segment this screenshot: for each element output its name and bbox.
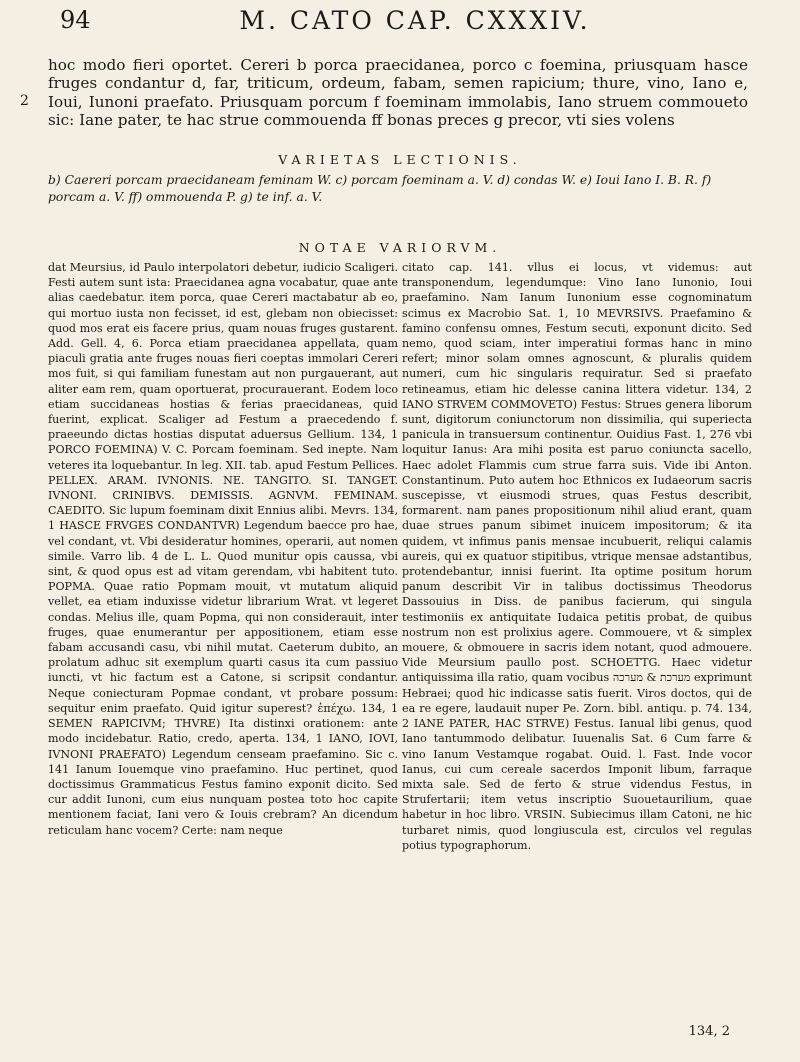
notes-column-left [48,260,398,838]
variae-lectionis: b) Caereri porcam praecidaneam feminam W. c) porcam foeminam a. V. d) condas W. e) Ioui Iano I. B. R. f) porcam a. V. ff) ommouenda P. g) te inf. a. V. [48,173,712,204]
notae-heading: NOTAE VARIORVM. [298,240,502,255]
catchword: 134, 2 [688,1024,730,1039]
notes-text-left: dat Meursius, id Paulo interpolatori debetur, iudicio Scaligeri. Festi autem sunt ista: Praecidanea agna vocabatur, quae ante alias caedebatur. item porca, quae Cereri mactabatur ab eo, qui mortuo iusta non fecisset, id est, glebam non obiecisset: quod mos erat eis facere prius, quam nouas fruges gustarent. Add. Gell. 4, 6. Porca etiam praecidanea appellata, quam piaculi gratia ante fruges nouas fieri coeptas immolari Cereri mos fuit, si qui familiam funestam aut non purgauerant, aut aliter eam rem, quam oportuerat, procurauerant. Eodem loco etiam succidaneas hostias & ferias praecidaneas, quid fuerint, explicat. Scaliger ad Festum a praecedendo f. praeeundo dictas hostias disputat aduersus Gellium. 134, 1 PORCO FOEMINA) V. C. Porcam foeminam. Sed inepte. Nam veteres ita loquebantur. In leg. XII. tab. apud Festum Pellices. PELLEX. ARAM. IVNONIS. NE. TANGITO. SI. TANGET. IVNONI. CRINIBVS. DEMISSIS. AGNVM. FEMINAM. CAEDITO. Sic lupum foeminam dixit Ennius alibi. Mevrs. 134, 1 HASCE FRVGES CONDANTVR) Legendum baecce pro hae, vel condant, vt. Vbi desideratur homines, operarii, aut nomen simile. Varro lib. 4 de L. L. Quod munitur opis caussa, vbi sint, & quod opus est ad vitam gerendam, vbi habitent tuto. POPMA. Quae ratio Popmam mouit, vt mutatum aliquid vellet, ea etiam induxisse videtur librarium Wrat. vt legeret condas. Melius ille, quam Popma, qui non considerauit, inter fruges, quae enumerantur per appositionem, etiam esse fabam accusandi casu, vbi nihil mutat. Caeterum dubito, an prolatum adhuc sit exemplum quarti casus ita cum passiuo iuncti, vt hic factum est a Catone, si scripsit condantur. Neque coniecturam Popmae condant, vt probare possum: sequitur enim praefato. Quid igitur superest? ἐπέχω. 134, 1 SEMEN RAPICIVM; THVRE) Ita distinxi orationem: ante modo incidebatur. Ratio, credo, aperta. 134, 1 IANO, IOVI, IVNONI PRAEFATO) Legendum censeam praefamino. Sic c. 141 Ianum Iouemque vino praefamino. Huc pertinet, quod doctissimus Grammaticus Festus famino exponit dicito. Sed cur addit Iunoni, cum eius nunquam postea toto hoc capite mentionem faciat, Iani vero & Iouis crebram? An dicendum reticulam hanc vocem? Certe: nam neque [48,261,398,837]
page-number: 94 [60,6,91,34]
margin-line-number: 2 [20,93,29,109]
notes-text-right: citato cap. 141. vllus ei locus, vt videmus: aut transponendum, legendumque: Vino Iano Iunonio, Ioui praefamino. Nam Ianum Iunonium esse cognominatum scimus ex Macrobio Sat. 1, 10 MEVRSIVS. Praefamino & famino confensu omnes, Festum secuti, exponunt dicito. Sed nemo, quod sciam, inter imperatiui formas hanc in mino refert; minor solam omnes agnoscunt, & pluralis quidem numeri, cum hic singularis requiratur. Sed si praefato retineamus, etiam hic delesse canina littera videtur. 134, 2 IANO STRVEM COMMOVETO) Festus: Strues genera liborum sunt, digitorum coniunctorum non dissimilia, qui superiecta panicula in transuersum continentur. Ouidius Fast. 1, 276 vbi loquitur Ianus: Ara mihi posita est paruo coniuncta sacello, Haec adolet Flammis cum strue farra suis. Vide ibi Anton. Constantinum. Puto autem hoc Ethnicos ex Iudaeorum sacris suscepisse, vt eiusmodi strues, quas Festus describit, formarent. nam panes propositionum nihil aliud erant, quam duae strues panum sibimet inuicem impositorum; & ita quidem, vt infimus panis mensae incubuerit, reliqui calamis aureis, qui ex quatuor stipitibus, vtrique mensae adstantibus, protendebantur, innisi fuerint. Ita optime positum horum panum describit Vir in talibus doctissimus Theodorus Dassouius in Diss. de panibus facierum, qui singula testimoniis ex antiquitate Iudaica petitis probat, de quibus nostrum non est prolixius agere. Commouere, vt & simplex mouere, & obmouere in sacris idem notant, quod admouere. Vide Meursium paullo post. SCHOETTG. Haec videtur antiquissima illa ratio, quam vocibus מערכת & מערכה exprimunt Hebraei; quod hic indicasse satis fuerit. Viros doctos, qui de ea re egere, laudauit nuper Pe. Zorn. bibl. antiqu. p. 74. 134, 2 IANE PATER, HAC STRVE) Festus. Ianual libi genus, quod Iano tantummodo delibatur. Iuuenalis Sat. 6 Cum farre & vino Ianum Vestamque rogabat. Ouid. l. Fast. Inde vocor Ianus, cui cum cereale sacerdos Imponit libum, farraque mixta sale. Sed de ferto & strue videndus Festus, in Strufertarii; item vetus inscriptio Suouetaurilium, quae habetur in hoc libro. VRSIN. Subiecimus illam Catoni, ne hic turbaret nimis, quod longiuscula est, circulos vel regulas potius typographorum. [402,261,752,852]
running-head: M. CATO CAP. CXXXIV. [239,6,591,35]
notes-column-right [402,260,752,853]
variae-heading: VARIETAS LECTIONIS. [278,152,522,167]
main-text-paragraph: hoc modo fieri oportet. Cereri b porca praecidanea, porco c foemina, priusquam hasce fruges condantur d, far, triticum, ordeum, fabam, semen rapicium; thure, vino, Iano e, Ioui, Iunoni praefato. Priusquam porcum f foeminam immolabis, Iano struem commoueto sic: Iane pater, te hac strue commouenda ff bonas preces g precor, vti sies volens [48,56,748,129]
main-text [48,56,748,129]
